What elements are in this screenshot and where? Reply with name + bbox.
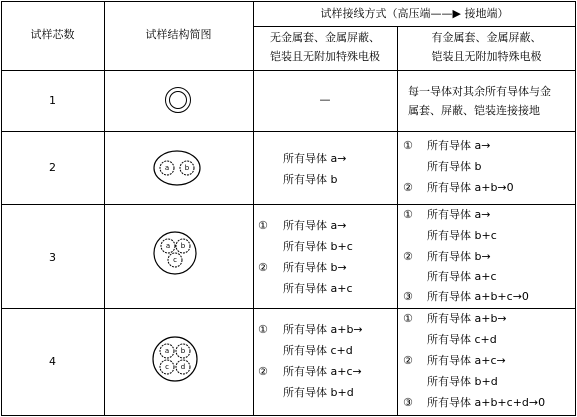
row2-bottom <box>1 204 576 205</box>
row4-col-b-line5: 所有导体 a+b+c+d→0 <box>427 396 546 409</box>
row3-cores: 3 <box>49 251 56 264</box>
conductor-b-label: b <box>180 242 186 250</box>
row3-col-b-line2: 所有导体 b+c <box>427 229 497 242</box>
row2-col-a-line1: 所有导体 a→ <box>283 152 347 165</box>
row4-cores: 4 <box>49 355 56 368</box>
row4-col-a-line2: 所有导体 c+d <box>283 344 353 357</box>
col-divider-3 <box>397 26 398 416</box>
conductor-c-label: c <box>173 256 177 264</box>
row3-col-b-line4: 所有导体 a+c <box>427 270 497 283</box>
header-sub-b-line1: 有金属套、金属屏蔽、 <box>431 31 542 44</box>
row1-bottom <box>1 131 576 132</box>
header-divider <box>253 26 576 27</box>
header-bottom <box>1 70 576 71</box>
conductor-a-label: a <box>164 347 170 355</box>
row3-col-a-line2: 所有导体 b+c <box>283 240 353 253</box>
row2-col-b-num2: ② <box>403 181 413 194</box>
conductor-b-label: b <box>184 164 190 172</box>
row3-col-b-line3: 所有导体 b→ <box>427 250 491 263</box>
single-core-sketch <box>164 86 192 114</box>
row3-col-a-line4: 所有导体 a+c <box>283 282 353 295</box>
row1-col-b-line2: 属套、屏蔽、铠装连接接地 <box>408 104 540 117</box>
row3-col-a-num1: ① <box>258 219 268 232</box>
table-border-top <box>1 1 576 2</box>
row2-col-b-line3: 所有导体 a+b→0 <box>427 181 514 194</box>
row4-col-b-num2: ② <box>403 354 413 367</box>
header-structure: 试样结构简图 <box>145 28 212 41</box>
row3-col-b-line5: 所有导体 a+b+c→0 <box>427 290 529 303</box>
row4-col-b-num3: ③ <box>403 396 413 409</box>
row4-col-a-line1: 所有导体 a+b→ <box>283 323 363 336</box>
row1-col-a: — <box>319 93 331 106</box>
table-border-left <box>1 1 2 416</box>
row3-col-b-num3: ③ <box>403 290 413 303</box>
row3-col-b-num2: ② <box>403 250 413 263</box>
row2-col-a-line2: 所有导体 b <box>283 173 338 186</box>
row4-col-b-num1: ① <box>403 312 413 325</box>
conductor-c-label: c <box>165 363 169 371</box>
row3-bottom <box>1 308 576 309</box>
row3-col-a-line1: 所有导体 a→ <box>283 219 347 232</box>
header-sub-b-line2: 铠装且无附加特殊电极 <box>431 50 542 63</box>
four-core-sketch <box>151 335 199 383</box>
two-core-sketch <box>151 149 203 187</box>
row4-col-a-num1: ① <box>258 323 268 336</box>
conductor-b-label: b <box>180 347 186 355</box>
row3-col-a-line3: 所有导体 b→ <box>283 261 347 274</box>
row1-cores: 1 <box>49 94 56 107</box>
row4-col-b-line4: 所有导体 b+d <box>427 375 498 388</box>
row3-col-a-num2: ② <box>258 261 268 274</box>
row2-cores: 2 <box>49 161 56 174</box>
conductor-a-label: a <box>165 242 171 250</box>
header-connection: 试样接线方式（高压端——▶ 接地端） <box>320 7 509 20</box>
row4-col-a-line4: 所有导体 b+d <box>283 386 354 399</box>
row3-col-b-line1: 所有导体 a→ <box>427 208 491 221</box>
row1-col-b-line1: 每一导体对其余所有导体与金 <box>408 85 551 98</box>
conductor-d-label: d <box>180 363 186 371</box>
header-sub-a-line2: 铠装且无附加特殊电极 <box>270 50 380 63</box>
header-sub-a-line1: 无金属套、金属屏蔽、 <box>270 31 380 44</box>
row2-col-b-line1: 所有导体 a→ <box>427 139 491 152</box>
col-divider-1 <box>104 1 105 416</box>
row2-col-b-num1: ① <box>403 139 413 152</box>
conductor-a-label: a <box>164 164 170 172</box>
row4-col-b-line3: 所有导体 a+c→ <box>427 354 506 367</box>
row2-col-b-line2: 所有导体 b <box>427 160 482 173</box>
row3-col-b-num1: ① <box>403 208 413 221</box>
row4-col-a-line3: 所有导体 a+c→ <box>283 365 362 378</box>
three-core-sketch <box>152 230 198 276</box>
row4-col-b-line1: 所有导体 a+b→ <box>427 312 507 325</box>
header-cores: 试样芯数 <box>30 28 75 41</box>
row4-col-b-line2: 所有导体 c+d <box>427 333 497 346</box>
row4-col-a-num2: ② <box>258 365 268 378</box>
table-border-bottom <box>1 415 576 416</box>
